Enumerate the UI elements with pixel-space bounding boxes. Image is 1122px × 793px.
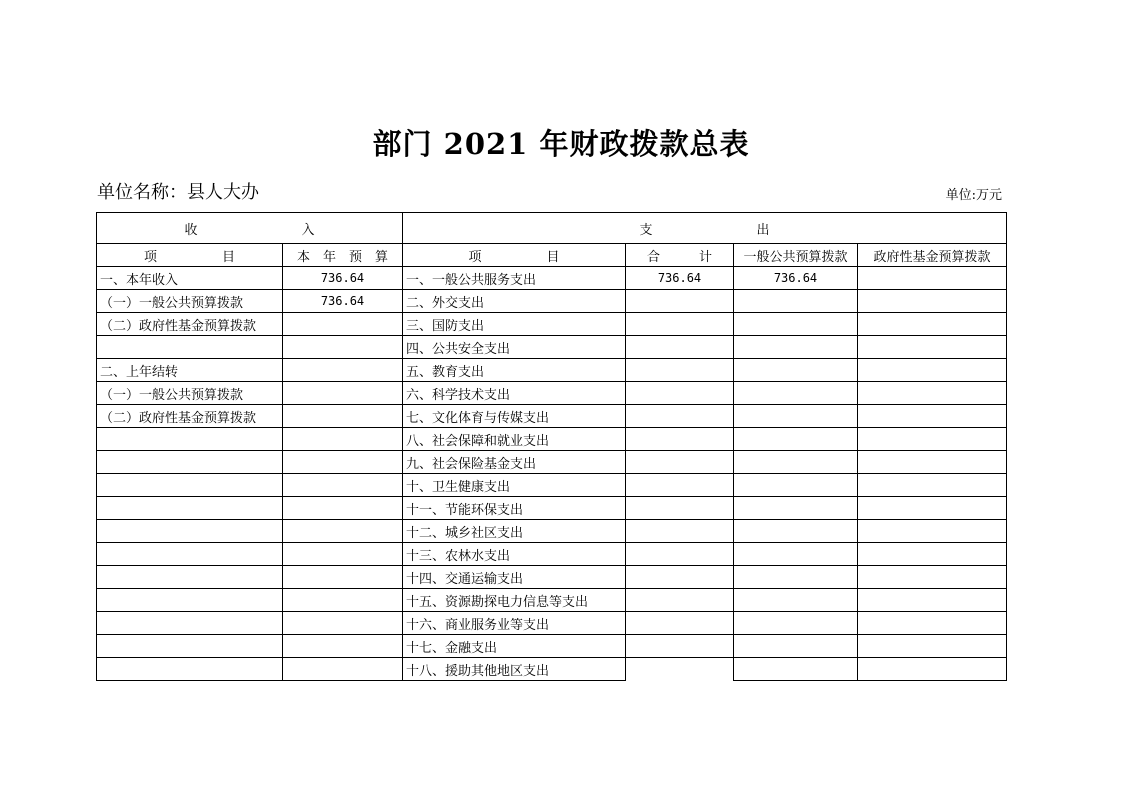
total-cell [626, 405, 734, 428]
total-cell [626, 612, 734, 635]
income-item-cell [97, 428, 283, 451]
general-budget-cell [734, 612, 858, 635]
fund-budget-cell [858, 497, 1007, 520]
income-item-cell [97, 612, 283, 635]
table-row [97, 543, 1007, 566]
general-budget-cell [734, 520, 858, 543]
general-budget-cell [734, 566, 858, 589]
income-budget-cell [283, 497, 403, 520]
unit-label: 单位:万元 [945, 188, 1002, 203]
fund-budget-cell [858, 290, 1007, 313]
income-budget-cell [283, 474, 403, 497]
income-budget-cell [283, 428, 403, 451]
table-header-columns [97, 244, 1007, 267]
income-budget-cell [283, 313, 403, 336]
fund-budget-cell [858, 267, 1007, 290]
expense-item-cell: 十五、资源勘探电力信息等支出 [403, 589, 626, 612]
expense-item-cell: 九、社会保险基金支出 [403, 451, 626, 474]
total-cell [626, 290, 734, 313]
income-item-cell [97, 589, 283, 612]
table-row [97, 474, 1007, 497]
table-row [97, 520, 1007, 543]
fund-budget-cell [858, 566, 1007, 589]
income-item-cell: 二、上年结转 [97, 359, 283, 382]
total-cell [626, 589, 734, 612]
general-budget-cell [734, 405, 858, 428]
total-cell [626, 336, 734, 359]
income-item-cell [97, 451, 283, 474]
expense-header: 支 出 [403, 213, 1007, 244]
total-cell [626, 543, 734, 566]
budget-table [96, 212, 1007, 681]
table-row [97, 589, 1007, 612]
total-cell [626, 428, 734, 451]
col-header-total: 合 计 [626, 244, 734, 267]
total-cell [626, 313, 734, 336]
total-cell [626, 566, 734, 589]
income-item-cell [97, 635, 283, 658]
col-header-budget: 本 年 预 算 [283, 244, 403, 267]
table-row [97, 566, 1007, 589]
fund-budget-cell [858, 520, 1007, 543]
general-budget-cell [734, 336, 858, 359]
general-budget-cell: 736.64 [734, 267, 858, 290]
income-budget-cell: 736.64 [283, 290, 403, 313]
unit-name: 单位名称：县人大办 [97, 182, 259, 203]
fund-budget-cell [858, 589, 1007, 612]
total-cell [626, 451, 734, 474]
income-budget-cell [283, 382, 403, 405]
table-header-group [97, 213, 1007, 244]
expense-item-cell: 五、教育支出 [403, 359, 626, 382]
expense-item-cell: 四、公共安全支出 [403, 336, 626, 359]
expense-item-cell: 十六、商业服务业等支出 [403, 612, 626, 635]
income-budget-cell [283, 451, 403, 474]
fund-budget-cell [858, 474, 1007, 497]
income-item-cell [97, 336, 283, 359]
income-item-cell [97, 566, 283, 589]
col-header-income-item: 项 目 [97, 244, 283, 267]
income-budget-cell [283, 635, 403, 658]
income-budget-cell [283, 612, 403, 635]
general-budget-cell [734, 313, 858, 336]
total-cell [626, 635, 734, 658]
table-body [97, 267, 1007, 681]
total-cell [626, 497, 734, 520]
table-row [97, 382, 1007, 405]
col-header-general: 一般公共预算拨款 [734, 244, 858, 267]
income-budget-cell [283, 405, 403, 428]
general-budget-cell [734, 382, 858, 405]
income-item-cell [97, 658, 283, 681]
table-row [97, 497, 1007, 520]
table-row [97, 428, 1007, 451]
general-budget-cell [734, 589, 858, 612]
income-budget-cell [283, 566, 403, 589]
fund-budget-cell [858, 382, 1007, 405]
expense-item-cell: 十、卫生健康支出 [403, 474, 626, 497]
table-row [97, 658, 1007, 681]
table-row [97, 405, 1007, 428]
expense-item-cell: 一、一般公共服务支出 [403, 267, 626, 290]
fund-budget-cell [858, 428, 1007, 451]
expense-item-cell: 十八、援助其他地区支出 [403, 658, 626, 681]
general-budget-cell [734, 474, 858, 497]
income-item-cell: （一）一般公共预算拨款 [97, 382, 283, 405]
expense-item-cell: 八、社会保障和就业支出 [403, 428, 626, 451]
table-row [97, 336, 1007, 359]
total-cell: 736.64 [626, 267, 734, 290]
col-header-expense-item: 项 目 [403, 244, 626, 267]
page-title: 部门 2021 年财政拨款总表 [372, 127, 750, 161]
fund-budget-cell [858, 359, 1007, 382]
fund-budget-cell [858, 313, 1007, 336]
general-budget-cell [734, 635, 858, 658]
expense-item-cell: 十七、金融支出 [403, 635, 626, 658]
income-item-cell: （二）政府性基金预算拨款 [97, 313, 283, 336]
table-row [97, 267, 1007, 290]
table-row [97, 290, 1007, 313]
income-header: 收 入 [97, 213, 403, 244]
table-row [97, 359, 1007, 382]
income-budget-cell [283, 359, 403, 382]
general-budget-cell [734, 658, 858, 681]
fund-budget-cell [858, 658, 1007, 681]
fund-budget-cell [858, 543, 1007, 566]
table-row [97, 612, 1007, 635]
expense-item-cell: 六、科学技术支出 [403, 382, 626, 405]
expense-item-cell: 十二、城乡社区支出 [403, 520, 626, 543]
income-budget-cell [283, 520, 403, 543]
expense-item-cell: 十四、交通运输支出 [403, 566, 626, 589]
income-item-cell: 一、本年收入 [97, 267, 283, 290]
fund-budget-cell [858, 336, 1007, 359]
general-budget-cell [734, 428, 858, 451]
total-cell [626, 520, 734, 543]
income-budget-cell [283, 336, 403, 359]
fund-budget-cell [858, 635, 1007, 658]
income-item-cell [97, 520, 283, 543]
table-row [97, 451, 1007, 474]
total-cell [626, 658, 734, 681]
table-row [97, 635, 1007, 658]
fund-budget-cell [858, 451, 1007, 474]
total-cell [626, 382, 734, 405]
expense-item-cell: 十三、农林水支出 [403, 543, 626, 566]
general-budget-cell [734, 359, 858, 382]
table-row [97, 313, 1007, 336]
expense-item-cell: 二、外交支出 [403, 290, 626, 313]
total-cell [626, 474, 734, 497]
income-budget-cell [283, 658, 403, 681]
col-header-fund: 政府性基金预算拨款 [858, 244, 1007, 267]
general-budget-cell [734, 290, 858, 313]
income-budget-cell [283, 589, 403, 612]
expense-item-cell: 七、文化体育与传媒支出 [403, 405, 626, 428]
income-budget-cell [283, 543, 403, 566]
general-budget-cell [734, 497, 858, 520]
general-budget-cell [734, 543, 858, 566]
fund-budget-cell [858, 612, 1007, 635]
expense-item-cell: 三、国防支出 [403, 313, 626, 336]
general-budget-cell [734, 451, 858, 474]
income-budget-cell: 736.64 [283, 267, 403, 290]
total-cell [626, 359, 734, 382]
income-item-cell [97, 543, 283, 566]
income-item-cell: （二）政府性基金预算拨款 [97, 405, 283, 428]
income-item-cell [97, 497, 283, 520]
income-item-cell [97, 474, 283, 497]
fund-budget-cell [858, 405, 1007, 428]
income-item-cell: （一）一般公共预算拨款 [97, 290, 283, 313]
expense-item-cell: 十一、节能环保支出 [403, 497, 626, 520]
